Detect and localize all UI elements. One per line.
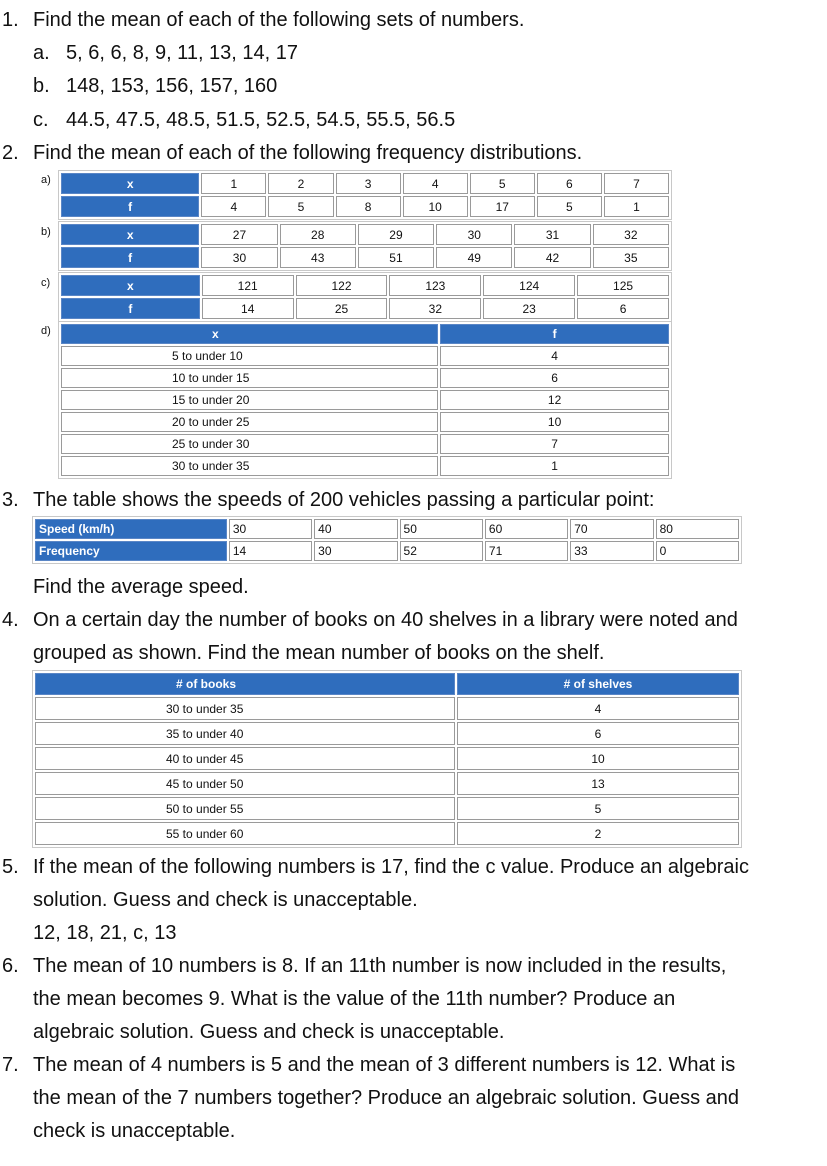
q2c-x-cell: 121: [202, 275, 294, 296]
q3-frequency-cell: 30: [314, 541, 397, 561]
q4-books-cell: 40 to under 45: [35, 747, 455, 770]
q2a-f-cell: 8: [336, 196, 401, 217]
q2a-label: a): [41, 174, 51, 186]
q3-speed-cell: 80: [656, 519, 739, 539]
q2a-x-cell: 3: [336, 173, 401, 194]
q2b-f-header: f: [61, 247, 199, 268]
q2d-f-cell: 7: [440, 434, 669, 454]
q2a-x-header: x: [61, 173, 199, 194]
q2b-f-cell: 42: [514, 247, 590, 268]
q2b-f-cell: 51: [358, 247, 434, 268]
q2d-f-cell: 12: [440, 390, 669, 410]
q2b-x-cell: 31: [514, 224, 590, 245]
q6-text-line2: the mean becomes 9. What is the value of the 11th number? Produce an: [33, 988, 676, 1010]
q4-books-cell: 30 to under 35: [35, 697, 455, 720]
q2a-f-cell: 17: [470, 196, 535, 217]
q2d-f-cell: 10: [440, 412, 669, 432]
q4-shelves-cell: 10: [457, 747, 739, 770]
q2d-f-cell: 6: [440, 368, 669, 388]
q4-shelves-cell: 4: [457, 697, 739, 720]
q2c-label: c): [41, 277, 51, 289]
q3-frequency-header: Frequency: [35, 541, 227, 561]
q2d-f-cell: 1: [440, 456, 669, 476]
q2c-f-cell: 32: [389, 298, 481, 319]
q1a-label: a.: [33, 42, 50, 64]
q2b-f-cell: 43: [280, 247, 356, 268]
q2d-x-cell: 15 to under 20: [61, 390, 438, 410]
q2b-x-cell: 30: [436, 224, 512, 245]
q3-frequency-cell: 71: [485, 541, 568, 561]
q1c-text: 44.5, 47.5, 48.5, 51.5, 52.5, 54.5, 55.5, 56.5: [66, 109, 456, 131]
q2b-f-cell: 30: [201, 247, 277, 268]
q2c-x-cell: 125: [577, 275, 669, 296]
q6-text-line3: algebraic solution. Guess and check is unacceptable.: [33, 1021, 505, 1043]
q4-books-header: # of books: [35, 673, 455, 695]
q3-frequency-cell: 0: [656, 541, 739, 561]
q5-text-line3: 12, 18, 21, c, 13: [33, 922, 177, 944]
q4-books-cell: 55 to under 60: [35, 822, 455, 845]
q1b-text: 148, 153, 156, 157, 160: [66, 75, 278, 97]
q2a-f-cell: 5: [537, 196, 602, 217]
q2d-x-cell: 5 to under 10: [61, 346, 438, 366]
q3-speed-header: Speed (km/h): [35, 519, 227, 539]
q2d-x-cell: 25 to under 30: [61, 434, 438, 454]
q2a-f-cell: 5: [268, 196, 333, 217]
q1a-text: 5, 6, 6, 8, 9, 11, 13, 14, 17: [66, 42, 299, 64]
q3-frequency-cell: 14: [229, 541, 312, 561]
q2b-f-cell: 49: [436, 247, 512, 268]
q2c-x-cell: 122: [296, 275, 388, 296]
q2b-x-cell: 28: [280, 224, 356, 245]
q6-number: 6.: [2, 955, 19, 977]
q2c-x-header: x: [61, 275, 200, 296]
q2a-x-cell: 1: [201, 173, 266, 194]
q3-number: 3.: [2, 489, 19, 511]
q5-number: 5.: [2, 856, 19, 878]
q2b-table: [58, 221, 672, 271]
q2d-x-cell: 30 to under 35: [61, 456, 438, 476]
q4-books-cell: 35 to under 40: [35, 722, 455, 745]
q3-speed-cell: 60: [485, 519, 568, 539]
q2a-x-cell: 6: [537, 173, 602, 194]
q2c-x-cell: 123: [389, 275, 481, 296]
q4-shelves-cell: 6: [457, 722, 739, 745]
q3-frequency-cell: 33: [570, 541, 653, 561]
q2c-f-cell: 25: [296, 298, 388, 319]
q2b-f-cell: 35: [593, 247, 669, 268]
q3-speed-cell: 50: [400, 519, 483, 539]
q2d-label: d): [41, 325, 51, 337]
q2d-x-cell: 10 to under 15: [61, 368, 438, 388]
q3-speed-cell: 30: [229, 519, 312, 539]
q2c-f-cell: 14: [202, 298, 294, 319]
q1-number: 1.: [2, 9, 19, 31]
q2d-f-cell: 4: [440, 346, 669, 366]
q2a-x-cell: 4: [403, 173, 468, 194]
q2b-label: b): [41, 226, 51, 238]
q2d-x-header: x: [61, 324, 438, 344]
q2-text: Find the mean of each of the following frequency distributions.: [33, 142, 583, 164]
q4-text-line2: grouped as shown. Find the mean number of books on the shelf.: [33, 642, 605, 664]
q2a-f-cell: 4: [201, 196, 266, 217]
q1c-label: c.: [33, 109, 49, 131]
q2d-table: [58, 321, 672, 479]
q3-text: The table shows the speeds of 200 vehicles passing a particular point:: [33, 489, 655, 511]
q5-text-line2: solution. Guess and check is unacceptable.: [33, 889, 418, 911]
q7-text-line3: check is unacceptable.: [33, 1120, 236, 1142]
q4-shelves-cell: 13: [457, 772, 739, 795]
q2c-table: [58, 272, 672, 322]
q4-text-line1: On a certain day the number of books on 40 shelves in a library were noted and: [33, 609, 738, 631]
q6-text-line1: The mean of 10 numbers is 8. If an 11th number is now included in the results,: [33, 955, 727, 977]
q3-speed-cell: 40: [314, 519, 397, 539]
q3-followup: Find the average speed.: [33, 576, 249, 598]
q1-text: Find the mean of each of the following sets of numbers.: [33, 9, 525, 31]
q7-text-line2: the mean of the 7 numbers together? Produce an algebraic solution. Guess and: [33, 1087, 740, 1109]
q4-shelves-header: # of shelves: [457, 673, 739, 695]
q1b-label: b.: [33, 75, 50, 97]
q3-frequency-cell: 52: [400, 541, 483, 561]
q2-number: 2.: [2, 142, 19, 164]
q2c-f-cell: 6: [577, 298, 669, 319]
q4-shelves-cell: 5: [457, 797, 739, 820]
q2c-f-cell: 23: [483, 298, 575, 319]
q4-shelves-cell: 2: [457, 822, 739, 845]
q2a-x-cell: 5: [470, 173, 535, 194]
q2c-f-header: f: [61, 298, 200, 319]
q4-books-cell: 50 to under 55: [35, 797, 455, 820]
q4-table: [32, 670, 742, 848]
q2a-f-cell: 10: [403, 196, 468, 217]
q2a-x-cell: 7: [604, 173, 669, 194]
q2b-x-cell: 32: [593, 224, 669, 245]
q2b-x-cell: 27: [201, 224, 277, 245]
q2b-x-header: x: [61, 224, 199, 245]
q2a-table: [58, 170, 672, 220]
q5-text-line1: If the mean of the following numbers is 17, find the c value. Produce an algebraic: [33, 856, 749, 878]
q2a-f-cell: 1: [604, 196, 669, 217]
q4-books-cell: 45 to under 50: [35, 772, 455, 795]
q2b-x-cell: 29: [358, 224, 434, 245]
q2a-f-header: f: [61, 196, 199, 217]
q2c-x-cell: 124: [483, 275, 575, 296]
q7-text-line1: The mean of 4 numbers is 5 and the mean of 3 different numbers is 12. What is: [33, 1054, 736, 1076]
q2a-x-cell: 2: [268, 173, 333, 194]
q3-table: [32, 516, 742, 564]
q2d-x-cell: 20 to under 25: [61, 412, 438, 432]
q3-speed-cell: 70: [570, 519, 653, 539]
q2d-f-header: f: [440, 324, 669, 344]
q4-number: 4.: [2, 609, 19, 631]
q7-number: 7.: [2, 1054, 19, 1076]
